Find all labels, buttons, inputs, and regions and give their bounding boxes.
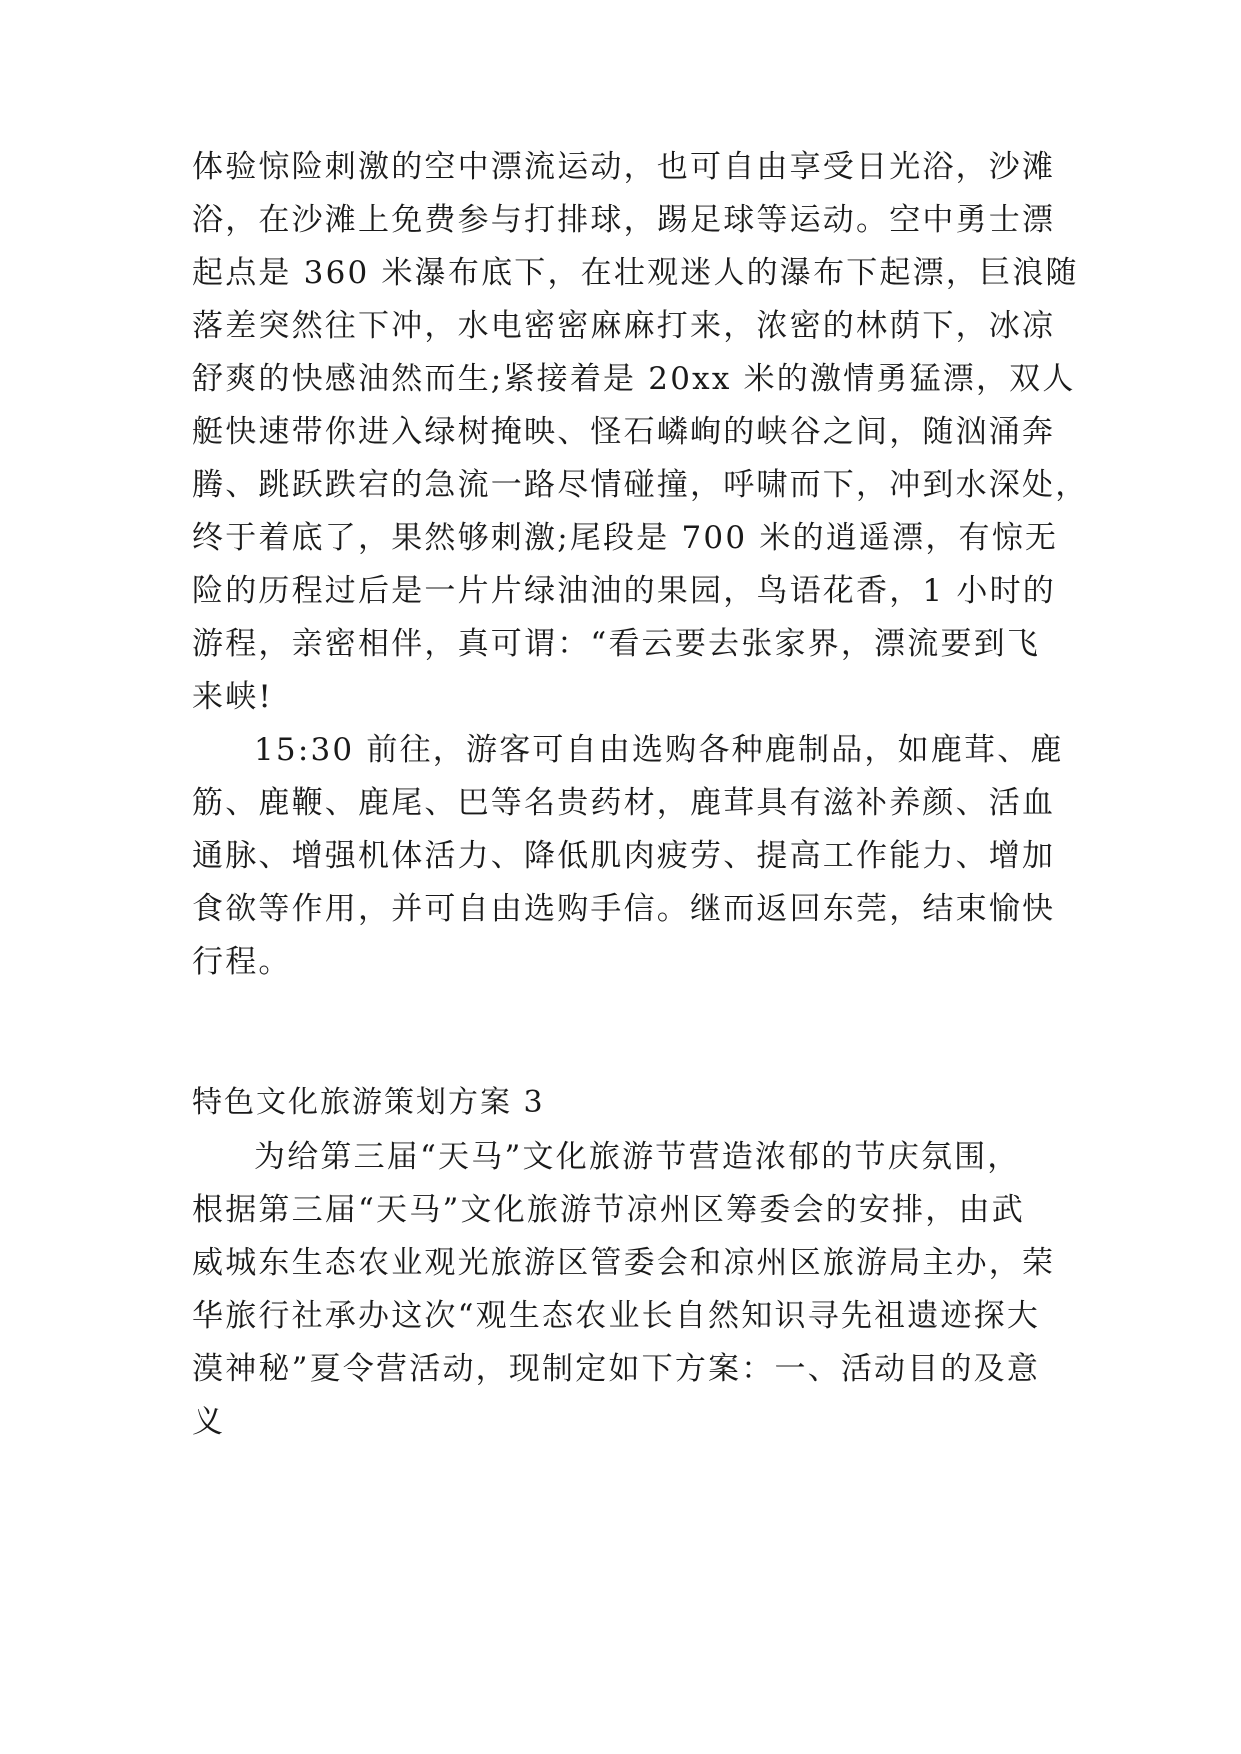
text-line: 根据第三届“天马”文化旅游节凉州区筹委会的安排，由武 — [192, 1192, 1025, 1228]
text-line: 艇快速带你进入绿树掩映、怪石嶙峋的峡谷之间，随汹涌奔 — [192, 414, 1056, 450]
text-line: 15:30 前往，游客可自由选购各种鹿制品，如鹿茸、鹿 — [254, 732, 1064, 768]
text-line: 食欲等作用，并可自由选购手信。继而返回东莞，结束愉快 — [192, 891, 1056, 927]
text-line: 游程，亲密相伴，真可谓：“看云要去张家界，漂流要到飞 — [192, 626, 1041, 662]
text-line: 华旅行社承办这次“观生态农业长自然知识寻先祖遗迹探大 — [192, 1298, 1041, 1334]
text-line: 筋、鹿鞭、鹿尾、巴等名贵药材，鹿茸具有滋补养颜、活血 — [192, 785, 1056, 821]
text-line: 腾、跳跃跌宕的急流一路尽情碰撞，呼啸而下，冲到水深处， — [192, 467, 1089, 503]
text-line: 行程。 — [192, 944, 292, 980]
text-line: 漠神秘”夏令营活动，现制定如下方案：一、活动目的及意 — [192, 1351, 1041, 1387]
text-line: 威城东生态农业观光旅游区管委会和凉州区旅游局主办，荣 — [192, 1245, 1056, 1281]
text-line: 来峡! — [192, 679, 274, 715]
text-line: 体验惊险刺激的空中漂流运动，也可自由享受日光浴，沙滩 — [192, 149, 1056, 185]
section-heading: 特色文化旅游策划方案 3 — [192, 1085, 545, 1120]
text-line: 终于着底了，果然够刺激;尾段是 700 米的逍遥漂，有惊无 — [192, 520, 1059, 556]
text-line: 落差突然往下冲，水电密密麻麻打来，浓密的林荫下，冰凉 — [192, 308, 1056, 344]
text-line: 浴，在沙滩上免费参与打排球，踢足球等运动。空中勇士漂 — [192, 202, 1056, 238]
text-line: 险的历程过后是一片片绿油油的果园，鸟语花香，1 小时的 — [192, 573, 1056, 609]
text-line: 舒爽的快感油然而生;紧接着是 20xx 米的激情勇猛漂，双人 — [192, 361, 1076, 397]
text-line: 为给第三届“天马”文化旅游节营造浓郁的节庆氛围， — [254, 1139, 1021, 1175]
text-line: 通脉、增强机体活力、降低肌肉疲劳、提高工作能力、增加 — [192, 838, 1056, 874]
text-line: 起点是 360 米瀑布底下，在壮观迷人的瀑布下起漂，巨浪随 — [192, 255, 1079, 291]
text-line: 义 — [192, 1404, 226, 1440]
